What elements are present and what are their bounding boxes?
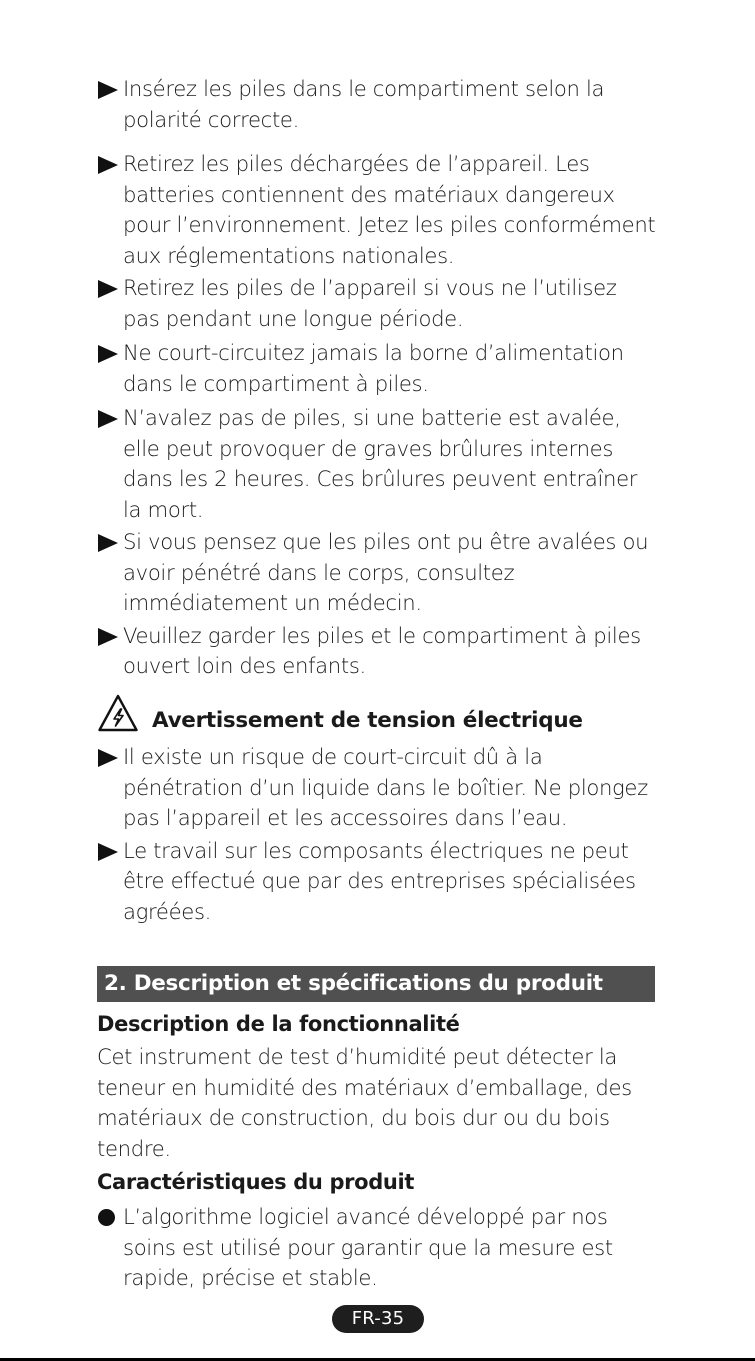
triangle-bullet-icon <box>97 742 123 773</box>
list-item: Insérez les piles dans le compartiment selon la polarité correcte. <box>97 74 657 135</box>
triangle-bullet-icon <box>97 836 123 867</box>
triangle-bullet-icon <box>97 149 123 180</box>
list-item: Retirez les piles déchargées de l’appareil. Les batteries contiennent des matériaux dangereux pour l’environnement. Jetez les piles conformément aux réglementations nationales. <box>97 149 657 271</box>
voltage-warning-heading <box>97 690 583 738</box>
electric-hazard-warning-icon <box>97 693 139 735</box>
voltage-warning-title: Avertissement de tension électrique <box>152 708 583 733</box>
list-item: Il existe un risque de court-circuit dû à la pénétration d’un liquide dans le boîtier. Ne plongez pas l’appareil et les accessoires dans l’eau. <box>97 742 657 834</box>
triangle-bullet-icon <box>97 74 123 105</box>
list-item: N’avalez pas de piles, si une batterie est avalée, elle peut provoquer de graves brûlures internes dans les 2 heures. Ces brûlures peuvent entraîner la mort. <box>97 403 657 525</box>
voltage-warning-list <box>97 742 657 927</box>
triangle-bullet-icon <box>97 338 123 369</box>
description-heading: Description de la fonctionnalité <box>97 1012 460 1036</box>
list-item: L’algorithme logiciel avancé développé par nos soins est utilisé pour garantir que la mesure est rapide, précise et stable. <box>97 1202 657 1294</box>
list-item: Retirez les piles de l’appareil si vous ne l’utilisez pas pendant une longue période. <box>97 273 657 334</box>
description-text: Cet instrument de test d’humidité peut détecter la teneur en humidité des matériaux d’emballage, des matériaux de construction, du bois dur ou du bois tendre. <box>97 1044 632 1161</box>
triangle-bullet-icon <box>97 403 123 434</box>
triangle-bullet-icon <box>97 527 123 558</box>
features-list <box>97 1202 657 1294</box>
page-number-badge: FR-35 <box>332 1305 424 1333</box>
list-item: Si vous pensez que les piles ont pu être avalées ou avoir pénétré dans le corps, consultez immédiatement un médecin. <box>97 527 657 619</box>
triangle-bullet-icon <box>97 273 123 304</box>
list-item: Veuillez garder les piles et le compartiment à piles ouvert loin des enfants. <box>97 621 657 682</box>
battery-safety-list <box>97 74 657 682</box>
features-heading: Caractéristiques du produit <box>97 1170 415 1194</box>
list-item: Ne court-circuitez jamais la borne d’alimentation dans le compartiment à piles. <box>97 338 657 399</box>
list-item: Le travail sur les composants électriques ne peut être effectué que par des entreprises spécialisées agréées. <box>97 836 657 928</box>
round-bullet-icon <box>97 1202 123 1233</box>
triangle-bullet-icon <box>97 621 123 652</box>
section-title-bar: 2. Description et spécifications du produit <box>97 966 655 1002</box>
